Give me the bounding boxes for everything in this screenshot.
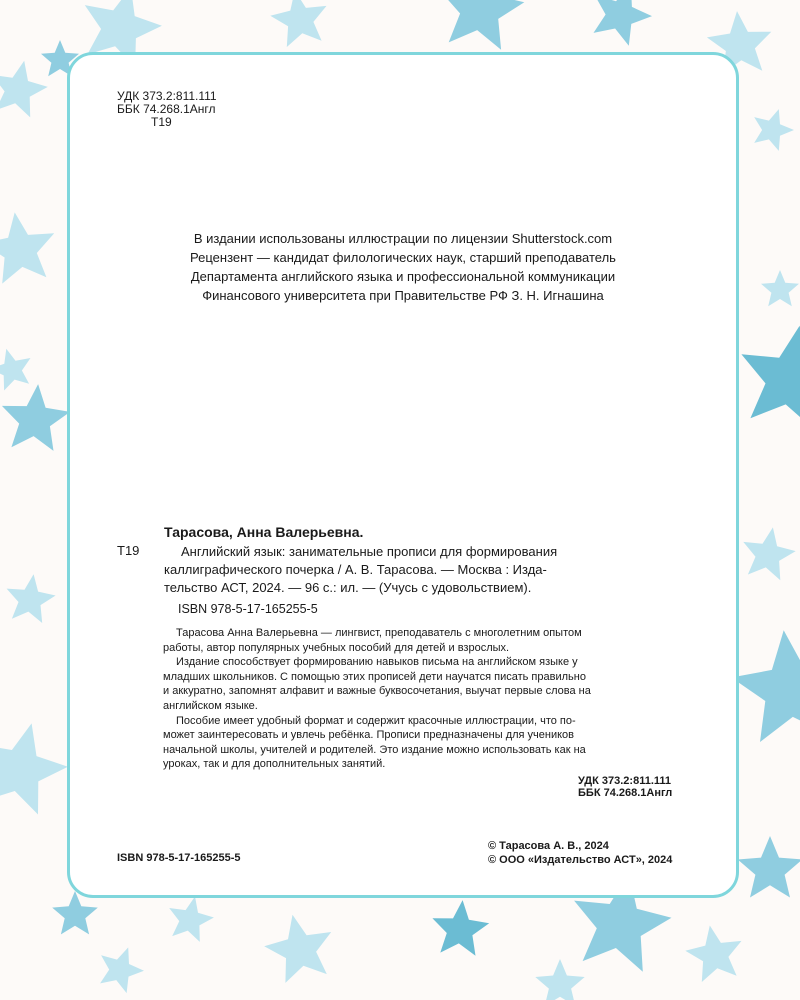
- bbk-code: ББК 74.268.1Англ: [578, 787, 673, 799]
- description-line: тельство АСТ, 2024. — 96 с.: ил. — (Учусь с удовольствием).: [164, 580, 532, 595]
- star-shape: [535, 959, 584, 1000]
- udk-code: УДК 373.2:811.111: [578, 775, 672, 787]
- udk-code: УДК 373.2:811.111: [117, 89, 217, 103]
- star-shape: [169, 897, 214, 942]
- annotation-line: начальной школы, учителей и родителей. Это издание можно использовать как на: [163, 743, 586, 756]
- bbk-code: ББК 74.268.1Англ: [117, 102, 216, 116]
- star-shape: [741, 326, 800, 430]
- record-description: [164, 543, 697, 597]
- classification-codes-bottom: [578, 775, 672, 799]
- star-shape: [0, 349, 31, 391]
- star-shape: [761, 270, 799, 306]
- annotation-line: младших школьников. С помощью этих прописей дети научатся писать правильно: [163, 670, 586, 683]
- star-shape: [738, 836, 800, 898]
- annotation-line: уроках, так и для дополнительных занятий.: [163, 758, 386, 771]
- description-line: каллиграфического почерка / А. В. Тарасова. — Москва : Изда-: [164, 562, 547, 577]
- star-shape: [432, 900, 489, 956]
- star-shape: [2, 384, 70, 451]
- author-sign: Т19: [151, 115, 172, 129]
- reviewer-line: Департамента английского языка и профессиональной коммуникации: [190, 269, 616, 284]
- star-shape: [685, 926, 741, 983]
- annotation-line: работы, автор популярных учебных пособий для детей и взрослых.: [163, 641, 510, 654]
- reviewer-line: Рецензент — кандидат филологических наук, старший преподаватель: [190, 250, 616, 265]
- annotation-line: и аккуратно, запомнят алфавит и важные буквосочетания, выучат первые слова на: [163, 685, 591, 698]
- star-shape: [0, 723, 68, 814]
- annotation: [163, 626, 703, 772]
- annotation-line: Пособие имеет удобный формат и содержит красочные иллюстрации, что по-: [176, 714, 576, 727]
- record-author: Тарасова, Анна Валерьевна.: [164, 524, 364, 540]
- copyright-line: © ООО «Издательство АСТ», 2024: [488, 854, 673, 866]
- copyright-block: [488, 839, 672, 867]
- illustration-credit: В издании использованы иллюстрации по лицензии Shutterstock.com: [193, 231, 613, 246]
- classification-codes-top: [117, 90, 217, 129]
- record-author-sign: Т19: [117, 543, 140, 558]
- star-shape: [594, 0, 653, 46]
- annotation-line: Издание способствует формированию навыков письма на английском языке у: [176, 656, 578, 669]
- isbn-bottom: ISBN 978-5-17-165255-5: [117, 852, 241, 864]
- star-shape: [270, 0, 326, 47]
- reviewer-line: Финансового университета при Правительстве РФ З. Н. Игнашина: [202, 288, 604, 303]
- star-shape: [264, 915, 331, 983]
- star-shape: [0, 61, 48, 118]
- star-shape: [440, 0, 525, 50]
- star-shape: [0, 212, 54, 283]
- copyright-line: © Тарасова А. В., 2024: [488, 840, 609, 852]
- description-line: Английский язык: занимательные прописи для формирования: [181, 544, 558, 559]
- star-shape: [743, 527, 795, 580]
- star-shape: [754, 109, 794, 151]
- credits-block: [100, 229, 706, 305]
- annotation-line: может заинтересовать и увлечь ребёнка. Прописи предназначены для учеников: [163, 729, 575, 742]
- star-shape: [731, 630, 800, 742]
- star-shape: [7, 574, 56, 623]
- annotation-line: английском языке.: [163, 699, 258, 712]
- annotation-line: Тарасова Анна Валерьевна — лингвист, преподаватель с многолетним опытом: [176, 627, 582, 639]
- record-isbn: ISBN 978-5-17-165255-5: [178, 602, 318, 616]
- star-shape: [100, 947, 144, 993]
